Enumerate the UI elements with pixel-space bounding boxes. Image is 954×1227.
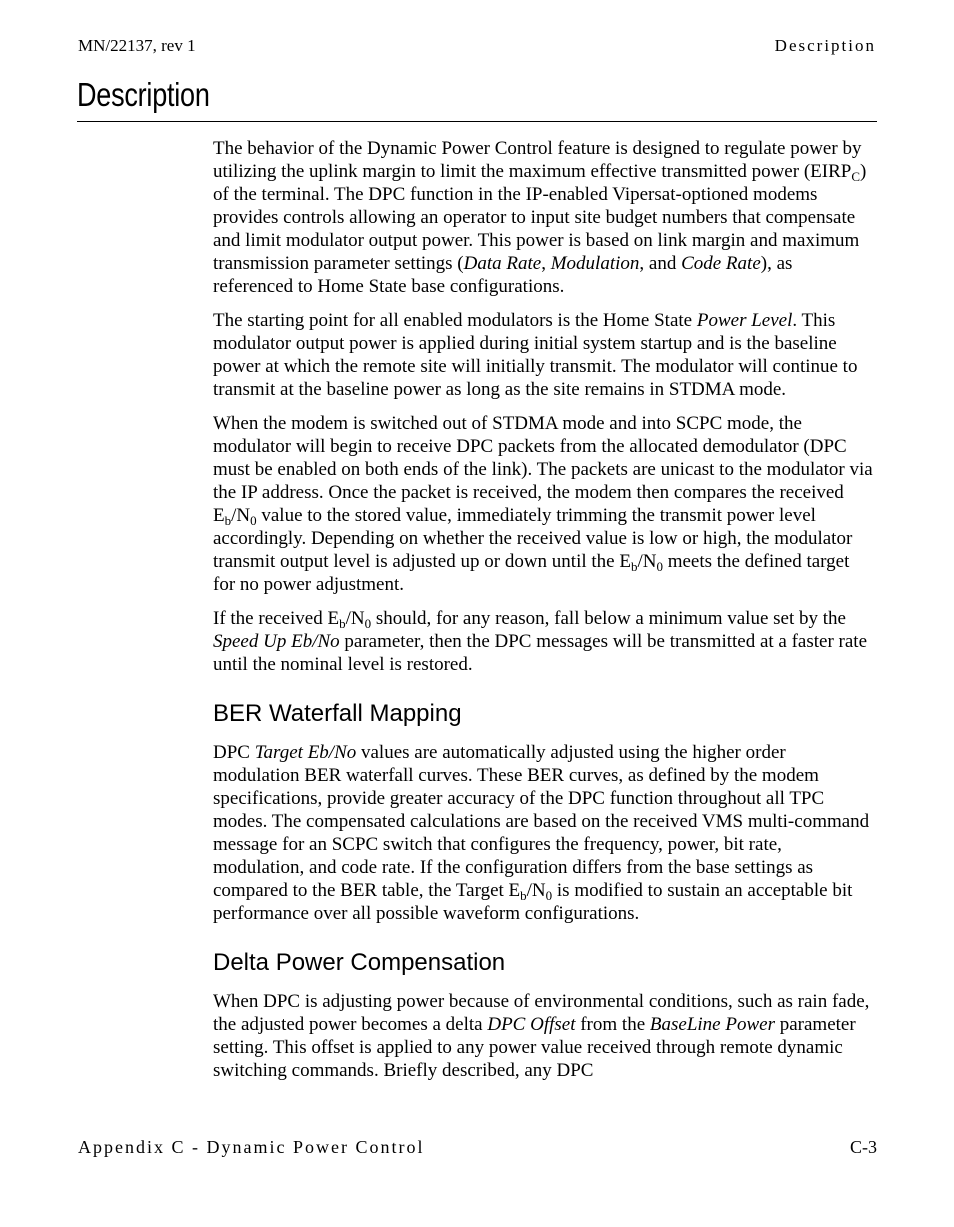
title-divider xyxy=(77,121,877,122)
body-content xyxy=(213,137,876,1093)
footer-chapter: Appendix C - Dynamic Power Control xyxy=(78,1137,425,1157)
footer-page-number: C-3 xyxy=(850,1137,877,1157)
page-title: Description xyxy=(77,76,210,113)
paragraph-3: When the modem is switched out of STDMA mode and into SCPC mode, the modulator will begin to receive DPC packets from the allocated demodulator (DPC must be enabled on both ends of the link). The packets are unicast to the modulator via the IP address. Once the packet is received, the modem then compares the received $E_b/N_0$ value to the stored value, immediately trimming the transmit power level accordingly. Depending on whether the received value is low or high, the modulator transmit output level is adjusted up or down until the $E_b/N_0$ meets the defined target for no power adjustment. xyxy=(213,413,873,595)
section-heading-ber: BER Waterfall Mapping xyxy=(213,700,462,727)
paragraph-1: The behavior of the Dynamic Power Control feature is designed to regulate power by utilizing the uplink margin to limit the maximum effective transmitted power $(EIRP_C)$ of the terminal. The DPC function in the IP-enabled Vipersat-optioned modems provides controls allowing an operator to input site budget numbers that compensate and limit modulator output power. This power is based on link margin and maximum transmission parameter settings (Data Rate, Modulation, and Code Rate), as referenced to Home State base configurations. xyxy=(213,138,867,297)
paragraph-ber: DPC Target Eb/No values are automatically adjusted using the higher order modulation BER waterfall curves. These BER curves, as defined by the modem specifications, provide greater accuracy of the DPC function throughout all TPC modes. The compensated calculations are based on the received VMS multi-command message for an SCPC switch that configures the frequency, power, bit rate, modulation, and code rate. If the configuration differs from the base settings as compared to the BER table, the Target $E_b/N_0$ is modified to sustain an acceptable bit performance over all possible waveform configurations. xyxy=(213,742,870,924)
paragraph-4: If the received $E_b/N_0$ should, for any reason, fall below a minimum value set by the Speed Up Eb/No parameter, then the DPC messages will be transmitted at a faster rate until the nominal level is restored. xyxy=(213,608,868,675)
header-section: Description xyxy=(774,36,876,55)
section-heading-delta: Delta Power Compensation xyxy=(213,949,506,976)
paragraph-delta: When DPC is adjusting power because of environmental conditions, such as rain fade, the adjusted power becomes a delta DPC Offset from the BaseLine Power parameter setting. This offset is applied to any power value received through remote dynamic switching commands. Briefly described, any DPC xyxy=(213,991,870,1081)
paragraph-2: The starting point for all enabled modulators is the Home State Power Level. This modulator output power is applied during initial system startup and is the baseline power at which the remote site will initially transmit. The modulator will continue to transmit at the baseline power as long as the site remains in STDMA mode. xyxy=(213,310,858,400)
header-doc-id: MN/22137, rev 1 xyxy=(78,36,196,55)
